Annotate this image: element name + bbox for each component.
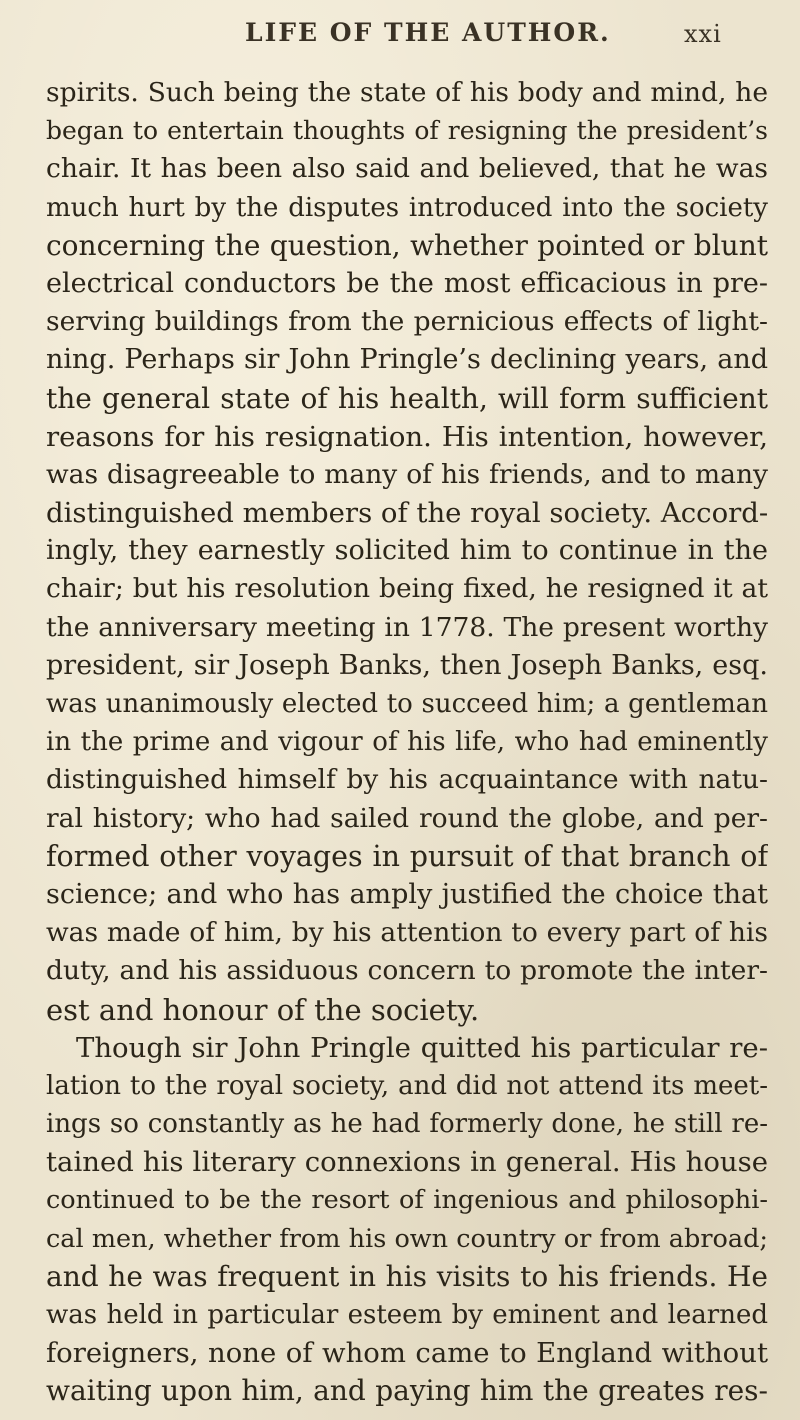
running-header bbox=[0, 6, 800, 50]
text-line: est and honour of the society. bbox=[46, 992, 480, 1027]
text-line: foreigners, none of whom came to England without bbox=[46, 1337, 768, 1370]
text-line: reasons for his resignation. His intention, however, bbox=[46, 420, 768, 453]
text-line: cal men, whether from his own country or from abroad; bbox=[46, 1223, 768, 1254]
text-line: ning. Perhaps sir John Pringle’s declining years, and bbox=[46, 344, 768, 376]
text-line: concerning the question, whether pointed or blunt bbox=[46, 228, 768, 262]
text-line: ings so constantly as he had formerly done, he still re- bbox=[46, 1109, 768, 1140]
text-line: science; and who has amply justified the choice that bbox=[46, 878, 768, 910]
text-line: was held in particular esteem by eminent and learned bbox=[46, 1300, 768, 1330]
text-line: spirits. Such being the state of his body and mind, he bbox=[46, 77, 768, 108]
text-line: and he was frequent in his visits to his friends. He bbox=[46, 1259, 768, 1293]
text-line: Though sir John Pringle quitted his particular re- bbox=[76, 1031, 768, 1064]
text-line: the anniversary meeting in 1778. The present worthy bbox=[46, 611, 768, 643]
text-line: formed other voyages in pursuit of that branch of bbox=[46, 839, 768, 873]
text-line: the general state of his health, will form sufficient bbox=[46, 381, 768, 415]
text-line: waiting upon him, and paying him the greates res- bbox=[46, 1374, 768, 1408]
text-line: much hurt by the disputes introduced into the society bbox=[46, 192, 768, 223]
text-line: in the prime and vigour of his life, who had eminently bbox=[46, 727, 768, 758]
body-text bbox=[46, 74, 768, 1411]
text-line: distinguished himself by his acquaintance with natu- bbox=[46, 764, 768, 796]
text-line: ral history; who had sailed round the globe, and per- bbox=[46, 802, 768, 834]
text-line: tained his literary connexions in general. His house bbox=[46, 1146, 768, 1179]
text-line: electrical conductors be the most efficacious in pre- bbox=[46, 267, 768, 299]
text-line: continued to be the resort of ingenious and philosophi- bbox=[46, 1185, 768, 1216]
text-line: chair; but his resolution being fixed, he resigned it at bbox=[46, 573, 768, 605]
text-line: chair. It has been also said and believed, that he was bbox=[46, 153, 768, 185]
text-line: president, sir Joseph Banks, then Joseph Banks, esq. bbox=[46, 649, 768, 681]
text-line: was made of him, by his attention to every part of his bbox=[46, 917, 768, 949]
page-number: xxi bbox=[684, 20, 722, 48]
text-line: lation to the royal society, and did not attend its meet- bbox=[46, 1070, 768, 1101]
text-line: serving buildings from the pernicious effects of light- bbox=[46, 306, 768, 338]
text-line: ingly, they earnestly solicited him to continue in the bbox=[46, 535, 768, 567]
text-line: began to entertain thoughts of resigning the president’s bbox=[46, 116, 768, 146]
text-line: distinguished members of the royal society. Accord- bbox=[46, 497, 768, 530]
text-line: was unanimously elected to succeed him; a gentleman bbox=[46, 689, 768, 719]
running-title: LIFE OF THE AUTHOR. bbox=[245, 18, 611, 47]
text-line: was disagreeable to many of his friends, and to many bbox=[46, 458, 768, 490]
text-line: duty, and his assiduous concern to promote the inter- bbox=[46, 955, 768, 987]
